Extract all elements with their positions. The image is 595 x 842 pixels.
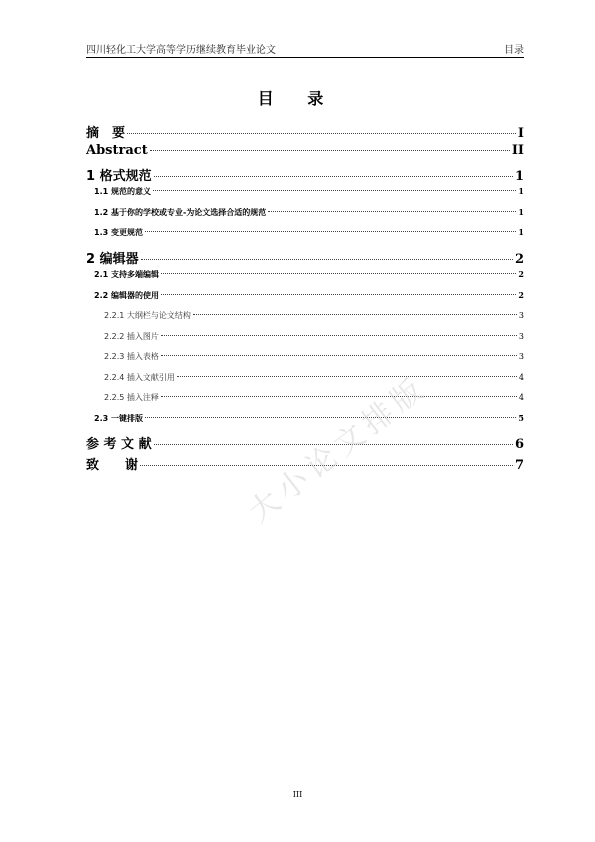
toc-entry-label: 参 考 文 献 (86, 437, 152, 453)
toc-entry-page: 4 (518, 372, 524, 382)
toc-entry[interactable] (86, 392, 524, 413)
page-header (86, 41, 524, 56)
toc-dot-leader (145, 417, 516, 418)
toc-entry[interactable] (86, 331, 524, 352)
page-number: III (292, 790, 303, 799)
toc-entry-page: 2 (518, 269, 524, 280)
toc-entry[interactable] (86, 207, 524, 228)
toc-entry-label: 摘 要 (86, 126, 126, 141)
toc-dot-leader (161, 396, 517, 397)
toc-dot-leader (177, 376, 517, 377)
header-divider (86, 57, 524, 58)
toc-entry-page: 6 (514, 437, 524, 453)
toc-entry-label: 2.1 支持多端编辑 (94, 270, 159, 280)
toc-entry[interactable] (86, 165, 524, 186)
toc-entry-label: 2.2.2 插入图片 (104, 331, 159, 341)
toc-dot-leader (161, 355, 517, 356)
toc-entry-label: 1.3 变更规范 (94, 228, 143, 238)
toc-entry-page: 3 (518, 311, 524, 321)
toc-dot-leader (127, 133, 516, 134)
toc-entry[interactable] (86, 248, 524, 269)
toc-entry-page: 1 (514, 168, 524, 184)
toc-entry-page: 4 (518, 393, 524, 403)
toc-dot-leader (161, 294, 516, 295)
watermark: 大小论文排版 (242, 369, 435, 531)
toc-entry[interactable] (86, 290, 524, 311)
toc-dot-leader (268, 211, 516, 212)
toc-entry-label: 2 编辑器 (86, 251, 139, 267)
toc-entry-page: II (511, 143, 524, 159)
toc-dot-leader (193, 314, 517, 315)
toc-entry[interactable] (86, 227, 524, 248)
toc-entry[interactable] (86, 351, 524, 372)
header-section-name: 目录 (504, 45, 524, 56)
toc-entry-label: 致 谢 (86, 458, 139, 474)
toc-entry-label: 1 格式规范 (86, 168, 152, 184)
toc-dot-leader (154, 176, 513, 177)
toc-dot-leader (145, 231, 516, 232)
toc-entry-page: I (517, 126, 524, 141)
toc-entry[interactable] (86, 433, 524, 454)
toc-entry[interactable] (86, 413, 524, 434)
toc-entry-page: 1 (518, 186, 524, 197)
table-of-contents (86, 122, 524, 476)
toc-entry-page: 3 (518, 352, 524, 362)
toc-entry[interactable] (86, 122, 524, 143)
toc-entry[interactable] (86, 186, 524, 207)
toc-entry-label: 2.2 编辑器的使用 (94, 290, 159, 300)
toc-entry-label: 2.3 一键排版 (94, 413, 143, 423)
toc-dot-leader (153, 190, 516, 191)
toc-entry[interactable] (86, 143, 524, 164)
toc-entry-label: Abstract (86, 143, 148, 159)
toc-entry-label: 1.1 规范的意义 (94, 187, 151, 197)
toc-dot-leader (154, 444, 513, 445)
toc-dot-leader (150, 150, 510, 151)
toc-entry-page: 2 (518, 289, 524, 300)
toc-entry-label: 2.2.5 插入注释 (104, 393, 159, 403)
toc-entry-label: 1.2 基于你的学校或专业-为论文选择合适的规范 (94, 207, 267, 217)
toc-entry[interactable] (86, 454, 524, 475)
header-thesis-title: 四川轻化工大学高等学历继续教育毕业论文 (86, 45, 276, 56)
toc-entry-page: 1 (518, 206, 524, 217)
toc-entry-page: 2 (514, 251, 524, 267)
toc-dot-leader (161, 273, 516, 274)
toc-dot-leader (140, 465, 513, 466)
toc-entry-page: 5 (518, 412, 524, 423)
toc-entry[interactable] (86, 372, 524, 393)
page-title: 目 录 (257, 89, 338, 108)
toc-entry-label: 2.2.1 大纲栏与论文结构 (104, 311, 191, 321)
toc-dot-leader (161, 335, 517, 336)
toc-entry-page: 3 (518, 331, 524, 341)
toc-entry-page: 7 (514, 458, 524, 474)
toc-entry[interactable] (86, 269, 524, 290)
toc-entry-label: 2.2.4 插入文献引用 (104, 372, 175, 382)
toc-entry-label: 2.2.3 插入表格 (104, 352, 159, 362)
toc-entry-page: 1 (518, 227, 524, 238)
toc-dot-leader (141, 259, 513, 260)
toc-entry[interactable] (86, 310, 524, 331)
